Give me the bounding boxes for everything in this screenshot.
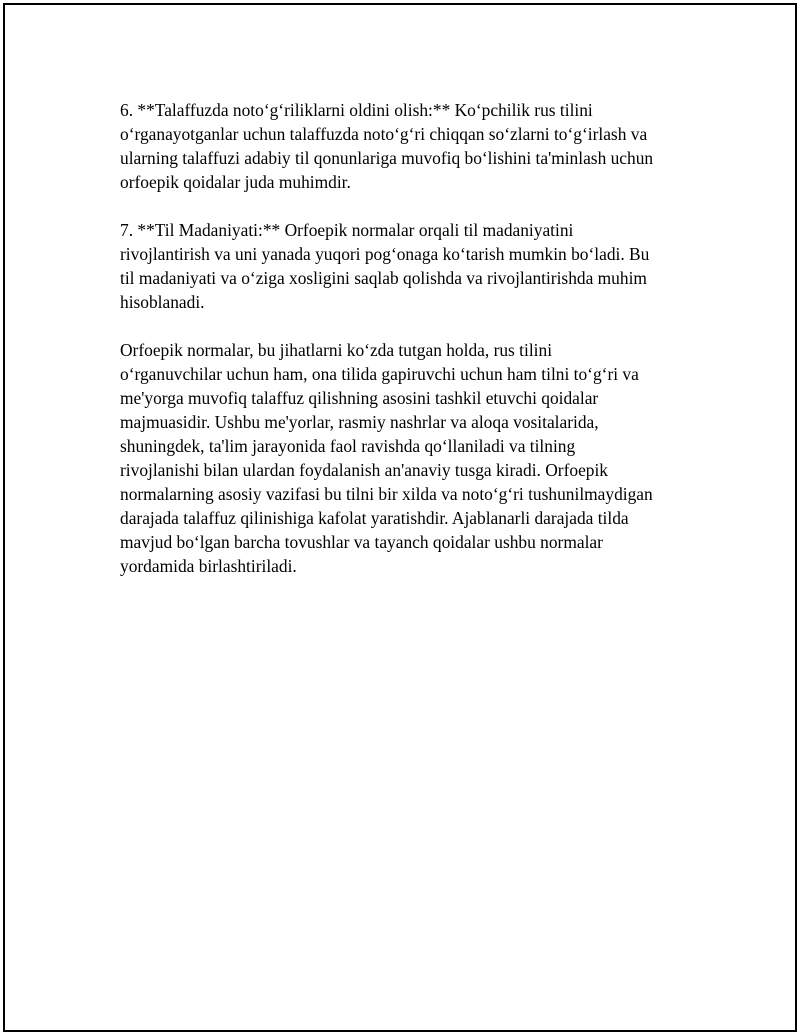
text-line: orfoepik qoidalar juda muhimdir.: [120, 172, 351, 192]
text-line: ularning talaffuzi adabiy til qonunlariga muvofiq bo‘lishini ta'minlash uchun: [120, 148, 654, 168]
text-line: til madaniyati va o‘ziga xosligini saqlab qolishda va rivojlantirishda muhim: [120, 268, 647, 288]
text-line: rivojlanishi bilan ulardan foydalanish an'anaviy tusga kiradi. Orfoepik: [120, 460, 609, 480]
page-frame: [3, 3, 797, 1032]
document-body: [120, 98, 700, 602]
text-line: majmuasidir. Ushbu me'yorlar, rasmiy nashrlar va aloqa vositalarida,: [120, 412, 599, 432]
text-line: me'yorga muvofiq talaffuz qilishning asosini tashkil etuvchi qoidalar: [120, 388, 599, 408]
text-line: hisoblanadi.: [120, 292, 205, 312]
text-line: 7. **Til Madaniyati:** Orfoepik normalar orqali til madaniyatini: [120, 220, 574, 240]
text-line: rivojlantirish va uni yanada yuqori pog‘onaga ko‘tarish mumkin bo‘ladi. Bu: [120, 244, 650, 264]
text-line: darajada talaffuz qilinishiga kafolat yaratishdir. Ajablanarli darajada tilda: [120, 508, 629, 528]
paragraph-language-culture: [120, 218, 700, 314]
text-line: shuningdek, ta'lim jarayonida faol ravishda qo‘llaniladi va tilning: [120, 436, 576, 456]
paragraph-pronunciation-errors: [120, 98, 700, 194]
text-line: o‘rganayotganlar uchun talaffuzda noto‘g‘ri chiqqan so‘zlarni to‘g‘irlash va: [120, 124, 648, 144]
text-line: Orfoepik normalar, bu jihatlarni ko‘zda tutgan holda, rus tilini: [120, 340, 553, 360]
text-line: o‘rganuvchilar uchun ham, ona tilida gapiruvchi uchun ham tilni to‘g‘ri va: [120, 364, 639, 384]
text-line: mavjud bo‘lgan barcha tovushlar va tayanch qoidalar ushbu normalar: [120, 532, 603, 552]
text-line: normalarning asosiy vazifasi bu tilni bir xilda va noto‘g‘ri tushunilmaydigan: [120, 484, 653, 504]
text-line: yordamida birlashtiriladi.: [120, 556, 297, 576]
text-line: 6. **Talaffuzda noto‘g‘riliklarni oldini olish:** Ko‘pchilik rus tilini: [120, 100, 593, 120]
paragraph-conclusion: [120, 338, 700, 578]
